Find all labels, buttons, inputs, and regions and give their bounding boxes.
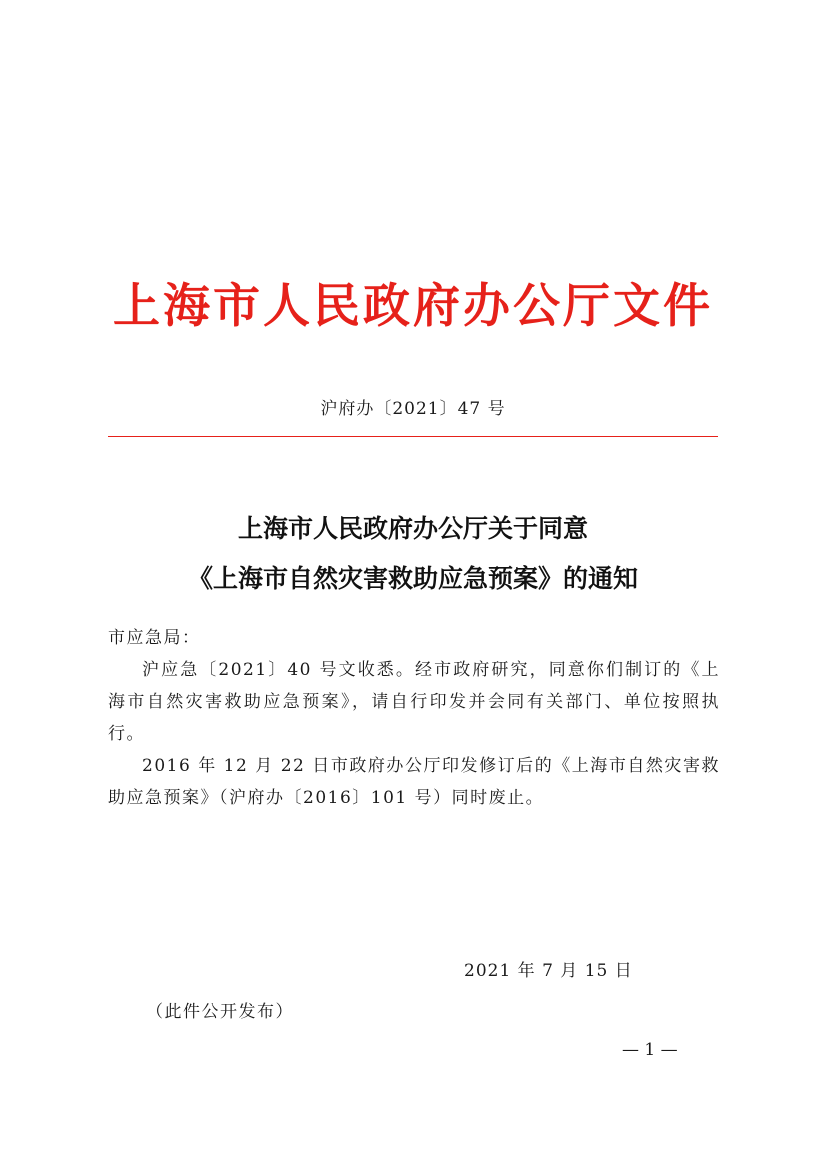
issue-date: 2021 年 7 月 15 日 xyxy=(464,961,633,981)
red-divider-line xyxy=(108,436,718,437)
salutation: 市应急局： xyxy=(108,628,201,648)
notice-title xyxy=(0,504,826,604)
notice-title-line-1: 上海市人民政府办公厅关于同意 xyxy=(237,514,588,543)
masthead-title: 上海市人民政府办公厅文件 xyxy=(113,279,713,334)
notice-body xyxy=(108,654,720,814)
notice-title-line-2: 《上海市自然灾害救助应急预案》的通知 xyxy=(187,564,638,593)
body-paragraph-1: 沪应急〔2021〕40 号文收悉。经市政府研究，同意你们制订的《上海市自然灾害救助应急预案》，请自行印发并会同有关部门、单位按照执行。 xyxy=(108,660,720,744)
page-number: — 1 — xyxy=(622,1040,678,1060)
document-number: 沪府办〔2021〕47 号 xyxy=(320,399,506,419)
body-paragraph-2: 2016 年 12 月 22 日市政府办公厅印发修订后的《上海市自然灾害救助应急预案》（沪府办〔2016〕101 号）同时废止。 xyxy=(108,756,720,808)
publish-note: （此件公开发布） xyxy=(146,1002,294,1022)
